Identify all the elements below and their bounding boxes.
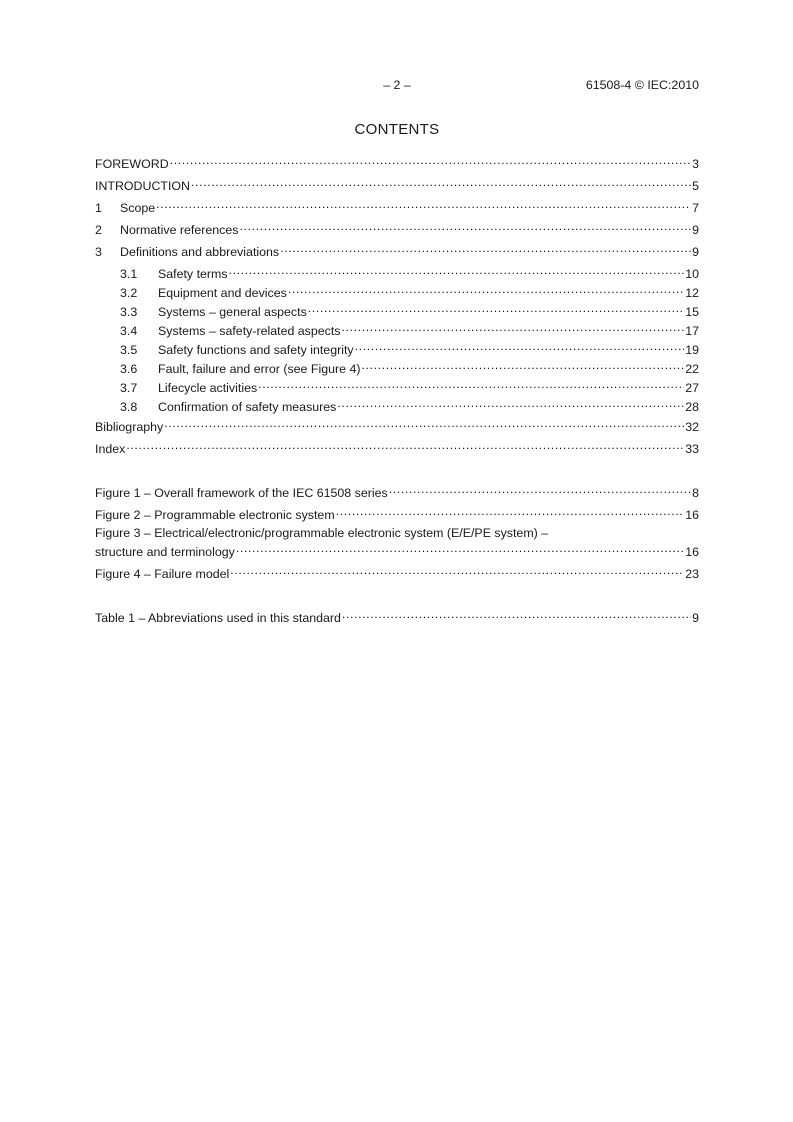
- toc-entry-label: Bibliography: [95, 420, 164, 434]
- toc-entry-introduction[interactable]: [95, 174, 699, 193]
- toc-entry-label: Index: [95, 442, 126, 456]
- dot-leader: [230, 562, 684, 578]
- toc-entry-number: 3.6: [120, 362, 138, 376]
- toc-entry-foreword[interactable]: [95, 152, 699, 171]
- toc-entry-label: Normative references: [120, 223, 239, 237]
- toc-entry-subclause-3-4[interactable]: [120, 319, 699, 338]
- toc-entry-label: Lifecycle activities: [158, 381, 258, 395]
- toc-entry-index[interactable]: [95, 437, 699, 456]
- toc-entry-label: INTRODUCTION: [95, 179, 190, 193]
- figure-entry-4[interactable]: [95, 562, 699, 581]
- toc-entry-page: 15: [685, 305, 699, 319]
- figure-entry-label: Figure 4 – Failure model: [95, 567, 230, 581]
- toc-entry-number: 1: [95, 201, 102, 215]
- toc-entry-number: 3.1: [120, 267, 138, 281]
- toc-entry-number: 3.5: [120, 343, 138, 357]
- toc-entry-page: 27: [685, 381, 699, 395]
- dot-leader: [239, 218, 691, 234]
- toc-entry-number: 2: [95, 223, 102, 237]
- toc-entry-page: 19: [685, 343, 699, 357]
- figure-entry-page: 23: [685, 567, 699, 581]
- toc-entry-page: 9: [692, 245, 699, 259]
- toc-entry-bibliography[interactable]: [95, 415, 699, 434]
- dot-leader: [126, 437, 684, 453]
- toc-entry-label: Scope: [120, 201, 156, 215]
- figure-entry-2[interactable]: [95, 503, 699, 522]
- toc-entry-page: 10: [685, 267, 699, 281]
- toc-entry-clause-1[interactable]: [95, 196, 699, 215]
- dot-leader: [336, 503, 685, 519]
- dot-leader: [258, 376, 684, 392]
- toc-entry-subclause-3-3[interactable]: [120, 300, 699, 319]
- toc-entry-subclause-3-1[interactable]: [120, 262, 699, 281]
- toc-entry-page: 22: [685, 362, 699, 376]
- toc-entry-subclause-3-6[interactable]: [120, 357, 699, 376]
- toc-entry-page: 9: [692, 223, 699, 237]
- dot-leader: [355, 338, 685, 354]
- toc-entry-number: 3.7: [120, 381, 138, 395]
- toc-entry-label: FOREWORD: [95, 157, 169, 171]
- toc-entry-clause-3[interactable]: [95, 240, 699, 259]
- page-number: – 2 –: [383, 78, 411, 92]
- table-entry-page: 9: [692, 611, 699, 625]
- dot-leader: [361, 357, 684, 373]
- toc-entry-number: 3.4: [120, 324, 138, 338]
- toc-entry-label: Safety terms: [158, 267, 228, 281]
- toc-entry-label: Equipment and devices: [158, 286, 287, 300]
- dot-leader: [337, 395, 684, 411]
- figure-entry-3-line-1[interactable]: Figure 3 – Electrical/electronic/programmable electronic system (E/E/PE system) –: [95, 526, 549, 540]
- toc-entry-subclause-3-8[interactable]: [120, 395, 699, 414]
- dot-leader: [164, 415, 684, 431]
- toc-entry-subclause-3-5[interactable]: [120, 338, 699, 357]
- dot-leader: [389, 481, 691, 497]
- figure-entry-label: Figure 1 – Overall framework of the IEC 61508 series: [95, 486, 388, 500]
- toc-entry-page: 12: [685, 286, 699, 300]
- toc-entry-number: 3.8: [120, 400, 138, 414]
- dot-leader: [170, 152, 691, 168]
- toc-entry-page: 33: [685, 442, 699, 456]
- toc-entry-label: Fault, failure and error (see Figure 4): [158, 362, 361, 376]
- dot-leader: [280, 240, 691, 256]
- toc-entry-page: 32: [685, 420, 699, 434]
- dot-leader: [156, 196, 691, 212]
- table-entry-1[interactable]: [95, 606, 699, 625]
- dot-leader: [342, 319, 685, 335]
- figure-entry-page: 16: [685, 545, 699, 559]
- toc-entry-page: 7: [692, 201, 699, 215]
- dot-leader: [236, 540, 684, 556]
- dot-leader: [308, 300, 684, 316]
- toc-entry-page: 3: [692, 157, 699, 171]
- toc-entry-page: 5: [692, 179, 699, 193]
- table-entry-label: Table 1 – Abbreviations used in this standard: [95, 611, 341, 625]
- figure-entry-page: 16: [685, 508, 699, 522]
- toc-entry-label: Safety functions and safety integrity: [158, 343, 354, 357]
- dot-leader: [191, 174, 691, 190]
- toc-entry-page: 28: [685, 400, 699, 414]
- toc-entry-label: Confirmation of safety measures: [158, 400, 337, 414]
- figure-entry-label: structure and terminology: [95, 545, 235, 559]
- page-header: [95, 78, 699, 94]
- figure-entry-1[interactable]: [95, 481, 699, 500]
- toc-entry-label: Definitions and abbreviations: [120, 245, 280, 259]
- contents-title: CONTENTS: [354, 121, 440, 138]
- toc-entry-number: 3: [95, 245, 102, 259]
- toc-entry-clause-2[interactable]: [95, 218, 699, 237]
- toc-entry-subclause-3-2[interactable]: [120, 281, 699, 300]
- toc-entry-label: Systems – general aspects: [158, 305, 307, 319]
- dot-leader: [342, 606, 691, 622]
- dot-leader: [288, 281, 684, 297]
- toc-entry-page: 17: [685, 324, 699, 338]
- toc-entry-subclause-3-7[interactable]: [120, 376, 699, 395]
- dot-leader: [229, 262, 685, 278]
- figure-entry-page: 8: [692, 486, 699, 500]
- figure-entry-label: Figure 2 – Programmable electronic system: [95, 508, 335, 522]
- document-id: 61508-4 © IEC:2010: [585, 78, 699, 92]
- toc-entry-label: Systems – safety-related aspects: [158, 324, 341, 338]
- figure-entry-3[interactable]: [95, 540, 699, 559]
- toc-entry-number: 3.2: [120, 286, 138, 300]
- toc-entry-number: 3.3: [120, 305, 138, 319]
